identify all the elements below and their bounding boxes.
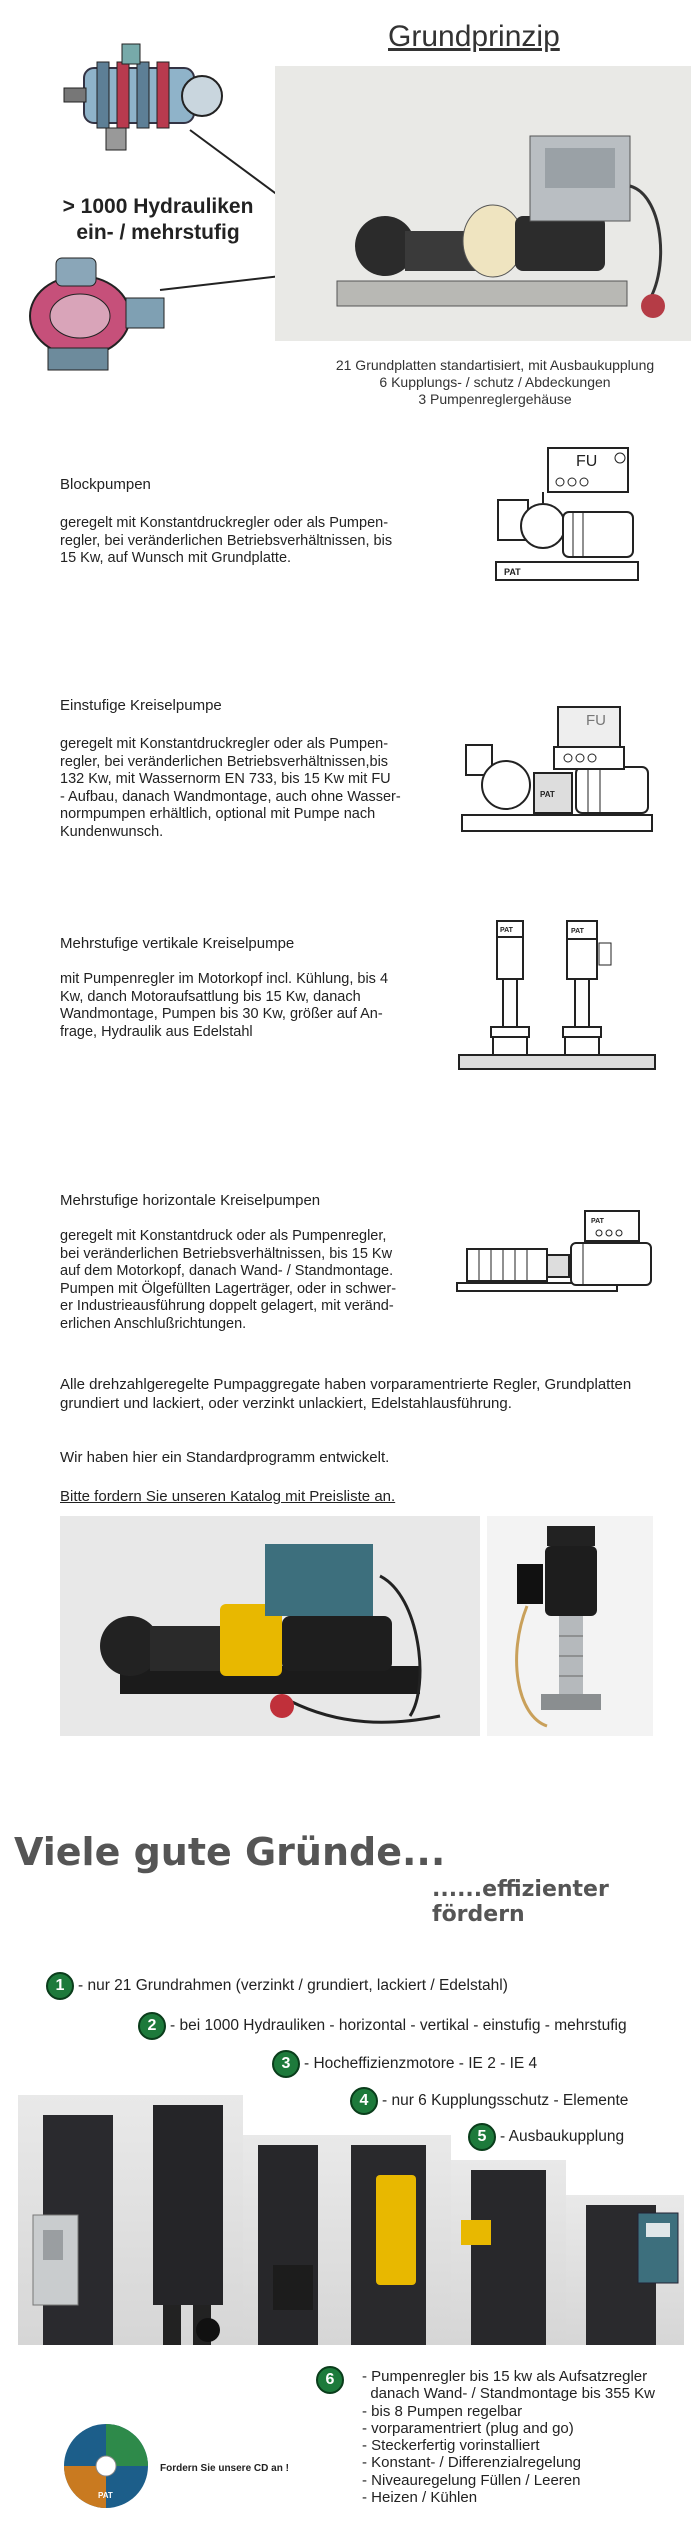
reason-text: - nur 6 Kupplungsschutz - Elemente [382, 2092, 629, 2109]
person-photo-4 [331, 2135, 451, 2345]
section-text-vertikal: mit Pumpenregler im Motorkopf incl. Kühlung, bis 4 Kw, danch Motoraufsattlung bis 15 Kw, danach Wandmontage, Pumpen bis 30 Kw, größer auf An- frage, Hydraulik aus Edelstahl [60, 971, 389, 1040]
pat-logo: PAT [591, 1218, 604, 1225]
pat-logo: PAT [504, 567, 521, 577]
page-title: Grundprinzip [388, 20, 560, 53]
baseplate-pump-photo [60, 1516, 480, 1736]
end-suction-pump-diagram [458, 705, 658, 840]
pat-logo: PAT [540, 790, 555, 799]
standard-program-paragraph: Wir haben hier ein Standardprogramm entwickelt. [60, 1449, 390, 1466]
section-title-vertikal: Mehrstufige vertikale Kreiselpumpe [60, 935, 295, 952]
reason-2 [138, 2012, 627, 2040]
reason-5 [468, 2123, 624, 2151]
person-photo-5 [451, 2160, 566, 2345]
section-text-horizontal: geregelt mit Konstantdruck oder als Pumpenregler, bei veränderlichen Betriebsverhältnissen, bis 15 Kw auf dem Motorkopf, danach Wand- / Standmontage. Pumpen mit Ölgefüllten Lagerträger, oder in schwer- er Industrieausführung doppelt gelagert, mit veränd- erlichen Anschlußrichtungen. [60, 1228, 397, 1332]
person-photo-6 [566, 2195, 684, 2345]
all-units-paragraph: Alle drehzahlgeregelte Pumpaggregate haben vorparamentrierte Regler, Grundplatten grundiert und lackiert, oder verzinkt unlackiert, Edelstahlausführung. [60, 1376, 632, 1412]
cd-disc-icon [62, 2422, 150, 2510]
catalog-request-link[interactable]: Bitte fordern Sie unseren Katalog mit Preisliste an. [60, 1488, 396, 1505]
reason-text: - nur 21 Grundrahmen (verzinkt / grundiert, lackiert / Edelstahl) [78, 1977, 508, 1994]
hydraulics-label: > 1000 Hydrauliken ein- / mehrstufig [62, 195, 254, 244]
cd-request-text: Fordern Sie unsere CD an ! [160, 2463, 289, 2474]
reason-1 [46, 1972, 508, 2000]
pat-logo: PAT [500, 927, 513, 934]
reasons-subheading: ......effizienter fördern [432, 1877, 609, 1927]
person-photo-3 [243, 2135, 331, 2345]
baseplate-caption: 21 Grundplatten standartisiert, mit Ausbaukupplung 6 Kupplungs- / schutz / Abdeckungen 3 Pumpenreglergehäuse [335, 357, 655, 407]
block-pump-diagram [488, 440, 648, 590]
reason-text: - Ausbaukupplung [500, 2128, 625, 2145]
vertical-pumps-diagram [455, 915, 660, 1075]
vertical-pump-photo [487, 1516, 653, 1736]
reason-4 [350, 2087, 628, 2115]
fu-label: FU [586, 712, 606, 729]
person-photo-2 [133, 2095, 243, 2345]
fu-label: FU [576, 453, 598, 470]
reason-text: - bei 1000 Hydrauliken - horizontal - vertikal - einstufig - mehrstufig [170, 2017, 627, 2034]
pat-logo: PAT [98, 2491, 113, 2500]
reason-6-list: - Pumpenregler bis 15 kw als Aufsatzregler danach Wand- / Standmontage bis 355 Kw - bis 8 Pumpen regelbar - vorparamentriert (plug and go) - Steckerfertig vorinstalliert - Konstant- / Differenzialregelung - Niveauregelung Füllen / Leeren - Heizen / Kühlen [362, 2368, 655, 2507]
pump-unit-photo [275, 66, 691, 341]
number-badge: 6 [316, 2366, 344, 2394]
section-title-blockpumpen: Blockpumpen [60, 476, 151, 493]
pat-logo: PAT [571, 928, 584, 935]
number-badge: 4 [350, 2087, 378, 2115]
section-text-einstufige: geregelt mit Konstantdruckregler oder als Pumpen- regler, bei veränderlichen Betriebsverhältnissen,bis 132 Kw, mit Wassernorm EN 733, bis 15 Kw mit FU - Aufbau, danach Wandmontage, auch ohne Wasser- normpumpen erhältlich, optional mit Pumpe nach Kundenwunsch. [60, 736, 401, 840]
reason-text: - Hocheffizienzmotore - IE 2 - IE 4 [304, 2055, 538, 2072]
section-title-einstufige: Einstufige Kreiselpumpe [60, 697, 222, 714]
number-badge: 2 [138, 2012, 166, 2040]
section-title-horizontal: Mehrstufige horizontale Kreiselpumpen [60, 1192, 321, 1209]
number-badge: 1 [46, 1972, 74, 2000]
horizontal-multistage-diagram [455, 1205, 660, 1305]
reason-3 [272, 2050, 537, 2078]
reasons-heading: Viele gute Gründe... [14, 1830, 446, 1874]
person-photo-1 [18, 2095, 133, 2345]
number-badge: 5 [468, 2123, 496, 2151]
number-badge: 3 [272, 2050, 300, 2078]
reason-6 [316, 2368, 655, 2506]
section-text-blockpumpen: geregelt mit Konstantdruckregler oder als Pumpen- regler, bei veränderlichen Betriebsverhältnissen, bis 15 Kw, auf Wunsch mit Grundplatte. [60, 515, 393, 566]
